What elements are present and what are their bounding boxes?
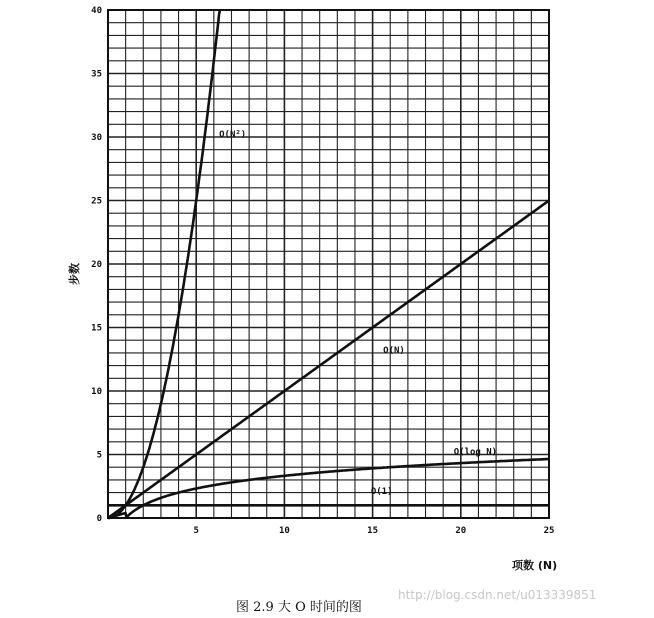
- y-tick-label: 30: [91, 133, 102, 143]
- y-tick-label: 5: [96, 450, 102, 461]
- figure-caption: 图 2.9 大 O 时间的图: [236, 600, 362, 615]
- series-label-o-log-n: O(log N): [453, 447, 498, 458]
- series-label-o-n: O(N²): [219, 130, 247, 140]
- y-axis-title: 步数: [68, 263, 81, 285]
- series-line-o-n: [108, 201, 549, 519]
- x-tick-label: 20: [455, 526, 467, 536]
- grid: [108, 10, 549, 518]
- y-tick-label: 0: [96, 514, 102, 524]
- y-tick-label: 10: [91, 387, 102, 397]
- y-tick-label: 20: [91, 260, 102, 270]
- series-label-o-1: O(1): [370, 486, 393, 497]
- y-tick-labels: [91, 6, 102, 524]
- watermark-url: http://blog.csdn.net/u013339851: [398, 588, 597, 602]
- y-tick-label: 25: [91, 196, 102, 207]
- y-tick-label: 40: [91, 6, 102, 16]
- x-tick-label: 5: [193, 526, 199, 536]
- x-tick-labels: [193, 526, 554, 536]
- y-tick-label: 15: [91, 323, 102, 334]
- x-tick-label: 25: [543, 526, 555, 536]
- x-axis-title: 项数 (N): [512, 559, 558, 572]
- x-tick-label: 15: [367, 526, 379, 536]
- x-tick-label: 10: [278, 526, 290, 536]
- series-label-o-n: O(N): [383, 345, 405, 356]
- y-tick-label: 35: [91, 69, 102, 80]
